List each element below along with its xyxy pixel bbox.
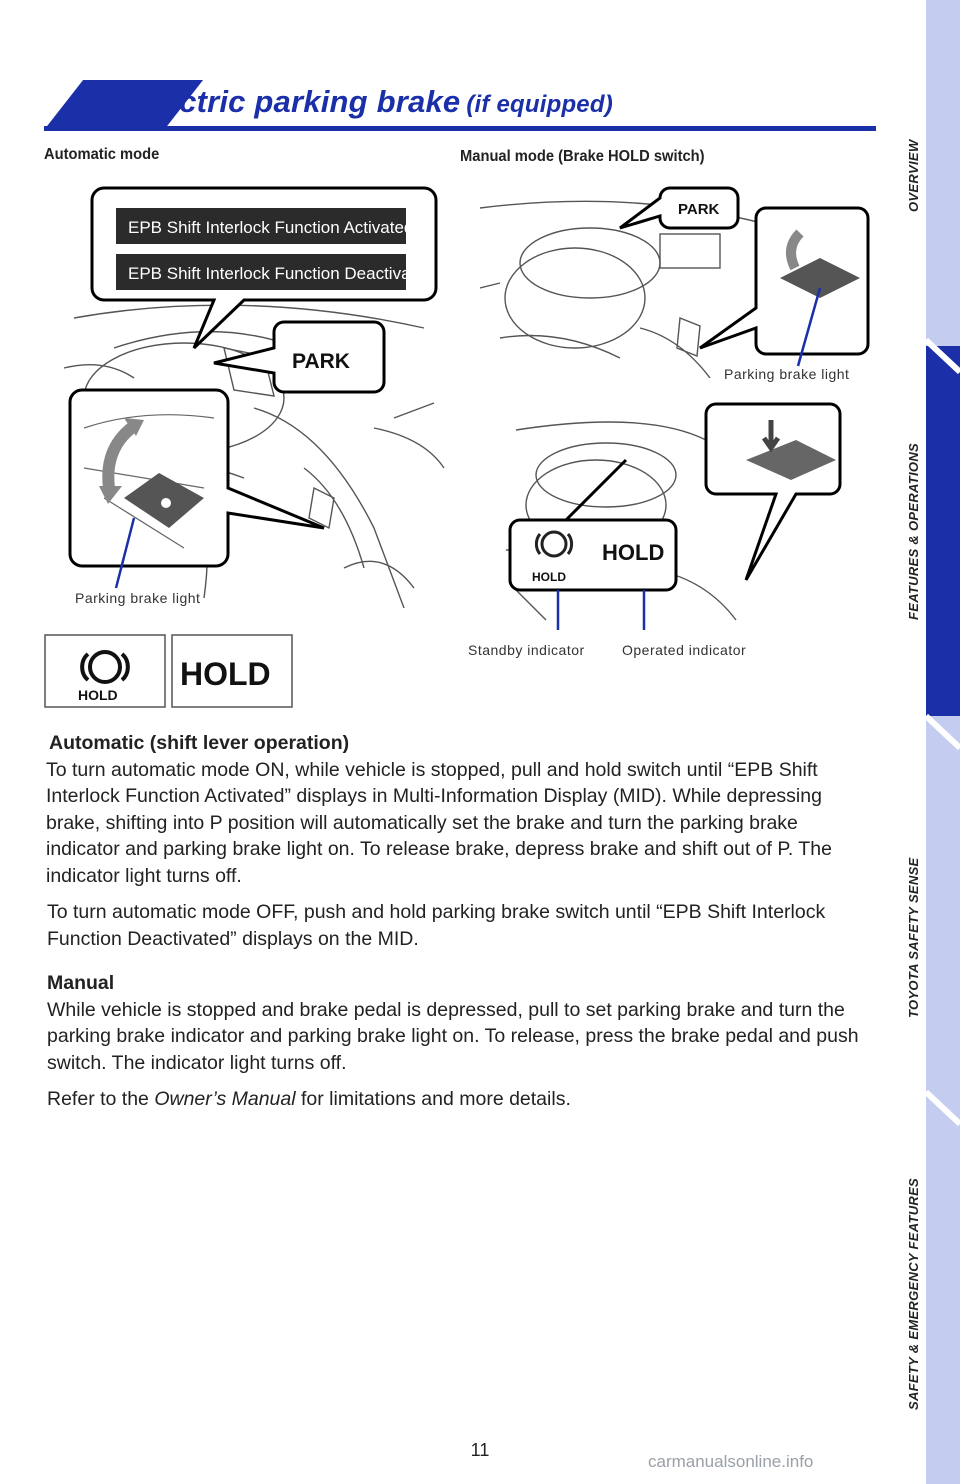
operated-hold-text: HOLD (602, 540, 665, 565)
mid-activated-text: EPB Shift Interlock Function Activated (128, 218, 414, 237)
operated-indicator-label: Operated indicator (622, 642, 747, 658)
page-number: 11 (470, 1440, 490, 1460)
page-title (132, 84, 613, 120)
refer-suffix: for limitations and more details. (295, 1088, 571, 1110)
park-indicator-text: PARK (292, 350, 350, 373)
side-tab-strip (926, 0, 960, 1484)
box-operated-hold-text: HOLD (180, 656, 271, 692)
side-tab-dividers (926, 0, 960, 1484)
manual-paragraph: While vehicle is stopped and brake pedal is depressed, pull to set parking brake and turn the parking brake indicator and parking brake light on. To release, press the brake pedal and push switch. The indicator light turns off. (47, 998, 859, 1074)
manual-heading: Manual (47, 972, 115, 994)
owners-manual-reference: Owner’s Manual (154, 1088, 296, 1110)
manual-park-text: PARK (678, 201, 720, 218)
header-rule (44, 126, 876, 131)
hold-indicator-boxes (44, 634, 294, 708)
automatic-paragraph-2: To turn automatic mode OFF, push and hold parking brake switch until “EPB Shift Interlock Function Deactivated” displays on the MID. (47, 901, 826, 950)
mid-deactivated-text: EPB Shift Interlock Function Deactivated (128, 264, 435, 283)
manual-mode-caption: Manual mode (Brake HOLD switch) (460, 148, 705, 165)
automatic-mode-caption: Automatic mode (44, 146, 160, 163)
automatic-section (47, 730, 867, 952)
automatic-heading: Automatic (shift lever operation) (49, 732, 350, 754)
manual-section (47, 970, 867, 1113)
standby-hold-text: HOLD (532, 570, 566, 584)
automatic-mode-illustration (44, 168, 450, 608)
refer-paragraph (47, 1086, 867, 1113)
box-standby-hold-text: HOLD (78, 687, 118, 703)
parking-brake-light-label-left: Parking brake light (75, 590, 201, 606)
standby-indicator-label: Standby indicator (468, 642, 585, 658)
page-title-main: Electric parking brake (132, 84, 461, 119)
automatic-paragraph-1: To turn automatic mode ON, while vehicle is stopped, pull and hold switch until “EPB Shift Interlock Function Activated” displays in Multi-Information Display (MID). While depressing brake, shifting into P position will automatically set the brake and turn the parking brake indicator and parking brake light on. To release brake, depress brake and shift out of P. The indicator light turns off. (46, 758, 832, 887)
refer-prefix: Refer to the (47, 1088, 155, 1110)
manual-mode-park-illustration (480, 168, 870, 378)
brake-hold-illustration (506, 400, 842, 630)
page-title-sub: (if equipped) (466, 91, 613, 118)
watermark: carmanualsonline.info (648, 1452, 814, 1471)
parking-brake-light-label-right: Parking brake light (724, 366, 850, 382)
